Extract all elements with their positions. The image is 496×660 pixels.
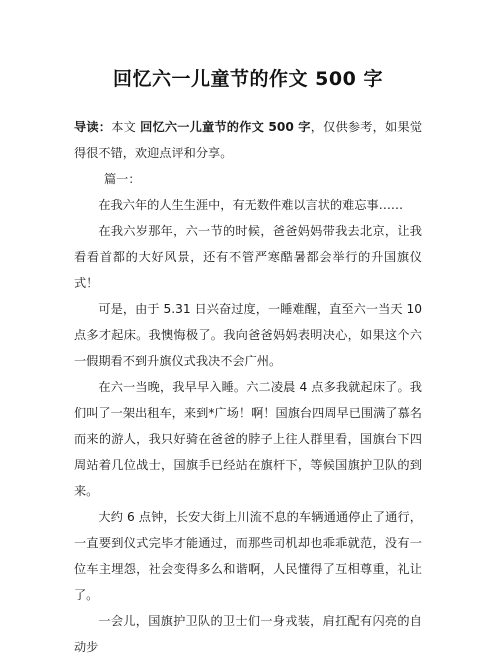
lead-paragraph bbox=[74, 114, 422, 166]
document-body bbox=[74, 114, 422, 660]
lead-label: 导读： bbox=[74, 120, 112, 134]
paragraph-6: 一会儿，国旗护卫队的卫士们一身戎装，肩扛配有闪亮的自动步 bbox=[74, 614, 422, 654]
lead-pre: 本文 bbox=[111, 120, 141, 134]
paragraph-2: 在我六岁那年，六一节的时候，爸爸妈妈带我去北京，让我看看首都的大好风景，还有不管严寒酷暑都会举行的升国旗仪式！ bbox=[74, 224, 422, 290]
document-title: 回忆六一儿童节的作文 500 字 bbox=[113, 68, 383, 90]
paragraph-3: 可是，由于 5.31 日兴奋过度，一睡难醒，直至六一当天 10 点多才起床。我懊悔极了。我向爸爸妈妈表明决心，如果这个六一假期看不到升旗仪式我决不会广州。 bbox=[74, 302, 422, 368]
paragraph-5: 大约 6 点钟，长安大街上川流不息的车辆通通停止了通行，一直要到仪式完毕才能通过，而那些司机却也乖乖就范，没有一位车主埋怨，社会变得多么和谐啊，人民懂得了互相尊重，礼让了。 bbox=[74, 510, 422, 602]
lead-article-title: 回忆六一儿童节的作文 500 字 bbox=[140, 120, 311, 134]
paragraph-4: 在六一当晚，我早早入睡。六二凌晨 4 点多我就起床了。我们叫了一架出租车，来到*广场！啊！国旗台四周早已围满了慕名而来的游人，我只好骑在爸爸的脖子上往人群里看，国旗台下四周站着几位战士，国旗手已经站在旗杆下，等候国旗护卫队的到来。 bbox=[74, 380, 422, 498]
lead-post: ，仅供参考，如果觉得很不错，欢迎点评和分享。 bbox=[74, 120, 423, 160]
paragraph-1: 在我六年的人生生涯中，有无数件难以言状的难忘事…… bbox=[98, 198, 404, 212]
section-heading: 篇一： bbox=[104, 172, 141, 186]
